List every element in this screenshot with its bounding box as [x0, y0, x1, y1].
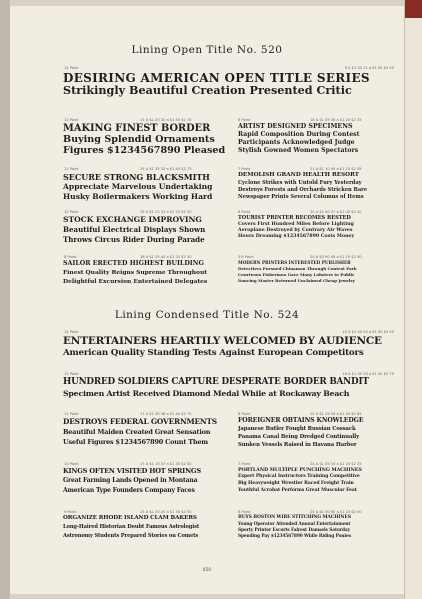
specimen-line: FOREIGNER OBTAINS KNOWLEDGE — [238, 417, 364, 424]
page-number: 650 — [202, 568, 212, 573]
specimen-line: STOCK EXCHANGE IMPROVING — [63, 215, 202, 224]
font-sizes: 11 A $1 25 32 a $1 50 $2 75 — [140, 118, 192, 122]
specimen-line: Delightful Excursion Entertained Delegates — [63, 278, 208, 285]
specimen-line: Buying Splendid Ornaments — [63, 134, 215, 145]
specimen-line: Big Heavyweight Wrestler Raced Freight Train — [238, 481, 354, 486]
point-label: 7 Point — [238, 462, 251, 466]
specimen-line: Figures $1234567890 Pleased — [63, 145, 226, 156]
specimen-line: Specimen Artist Received Diamond Medal While at Rockaway Beach — [63, 389, 350, 398]
specimen-line: Newspaper Prints Several Columns of Items — [238, 194, 364, 200]
hero-line-1: DESIRING AMERICAN OPEN TITLE SERIES — [63, 71, 370, 85]
specimen-line: ARTIST DESIGNED SPECIMENS — [238, 123, 353, 130]
catalog-page — [10, 6, 404, 594]
font-sizes: 16 A $1 05 38 a $1 20 $2 25 — [310, 118, 362, 122]
point-label: 8 Point — [64, 255, 77, 259]
specimen-line: Great Farming Lands Opened in Montana — [63, 477, 198, 484]
font-sizes: 15 A $1 25 33 a $1 25 $2 50 — [140, 210, 192, 214]
adjacent-page-edge — [404, 0, 422, 599]
specimen-line: Sunken Vessels Raised in Havana Harbor — [238, 442, 357, 448]
hero-point-size: 14 Point — [64, 66, 79, 70]
font-sizes: 16 A $1 35 33 a $1 40 $2 75 — [342, 372, 394, 376]
specimen-line: Destroys Forests and Orchards Stricken Bare — [238, 187, 368, 193]
font-sizes: 24 A $1 05 54 a $1 20 $2 25 — [310, 462, 362, 466]
specimen-line: Rapid Composition During Contest — [238, 131, 360, 138]
hero-point-size: 14 Point — [64, 330, 79, 334]
point-label: 7 Point — [238, 167, 251, 171]
specimen-line: Courteous Fishermen Gave Many Lobsters to Public — [238, 272, 355, 277]
section-title-condensed: Lining Condensed Title No. 524 — [114, 309, 300, 321]
specimen-line: Beautiful Electrical Displays Shown — [63, 225, 206, 234]
adjacent-page-red-band — [405, 0, 422, 18]
point-label: 6 Point — [238, 510, 251, 514]
point-label: 8 Point — [238, 412, 251, 416]
specimen-line: ORGANIZE RHODE ISLAND CLAM BAKERS — [63, 515, 197, 521]
hero-line-2: American Quality Standing Tests Against European Competitors — [63, 348, 364, 358]
specimen-line: DEMOLISH GRAND HEALTH RESORT — [238, 172, 359, 178]
font-sizes: 17 A $1 15 37 a $1 35 $2 50 — [140, 462, 192, 466]
specimen-line: Panama Canal Being Dredged Continually — [238, 434, 360, 440]
hero-line-1: ENTERTAINERS HEARTILY WELCOMED BY AUDIENCE — [63, 335, 382, 347]
point-label: 10 Point — [64, 210, 79, 214]
point-label: 12 Point — [64, 118, 79, 122]
font-sizes: 17 A $1 35 36 a $1 40 $2 75 — [140, 412, 192, 416]
specimen-line: Cyclone Strikes with Untold Fury Yesterday — [238, 180, 362, 186]
point-label: 12 Point — [64, 372, 79, 376]
specimen-line: Sporty Printer Escorts Fairest Damsels Saturday — [238, 528, 351, 533]
font-sizes: 21 A $1 10 44 a $1 25 $2 35 — [310, 167, 362, 171]
specimen-line: PORTLAND MULTIPLE PUNCHING MACHINES — [238, 467, 362, 473]
specimen-line: Hours Dreaming $1234567890 Costs Money — [238, 234, 355, 239]
point-label: 9 Point — [64, 510, 77, 514]
specimen-line: Spending Pay $1234567890 While Riding Ponies — [238, 534, 351, 539]
font-sizes: 15 A $1 35 32 a $1 45 $2 75 — [140, 167, 192, 171]
specimen-line: Finest Quality Reigns Supreme Throughout — [63, 269, 207, 276]
section-title-open: Lining Open Title No. 520 — [131, 44, 283, 56]
font-sizes: 18 A $1 25 40 a $1 25 $2 50 — [140, 255, 192, 259]
specimen-line: SAILOR ERECTED HIGHEST BUILDING — [63, 260, 204, 267]
hero-font-sizes: 9 A $1 35 21 a $1 65 $3 00 — [344, 66, 394, 70]
specimen-line: Long-Haired Historian Doubt Famous Astrologist — [63, 524, 200, 530]
point-label: 10 Point — [64, 462, 79, 466]
point-label: 6 Point — [238, 210, 251, 214]
point-label: 11 Point — [64, 412, 79, 416]
specimen-line: Aeroplane Destroyed by Contrary Air Waves — [238, 228, 353, 233]
specimen-line: Beautiful Maiden Created Great Sensation — [63, 428, 211, 436]
point-label: 6 Point — [238, 118, 251, 122]
specimen-line: Useful Figures $1234567890 Count Them — [63, 438, 208, 446]
specimen-line: MODERN PRINTERS INTERESTED PUBLISHER — [238, 260, 351, 265]
specimen-line: Appreciate Marvelous Undertaking — [63, 182, 213, 191]
specimen-line: Husky Boilermakers Working Hard — [63, 192, 213, 201]
specimen-line: DESTROYS FEDERAL GOVERNMENTS — [63, 417, 217, 426]
specimen-line: Throws Circus Rider During Parade — [63, 235, 205, 244]
specimen-line: Youthful Acrobat Performs Great Muscular Feat — [238, 488, 357, 493]
book-spine-shadow — [0, 0, 10, 599]
font-sizes: 20 A $0 90 49 a $1 10 $2 00 — [310, 255, 362, 259]
specimen-line: HUNDRED SOLDIERS CAPTURE DESPERATE BORDER BANDIT — [63, 377, 369, 387]
font-sizes: 25 A $1 25 54 a $1 40 $2 65 — [310, 412, 362, 416]
specimen-line: Expert Physical Instructors Training Competitive — [238, 474, 360, 479]
hero-line-2: Strikingly Beautiful Creation Presented Critic — [63, 83, 352, 97]
font-sizes: 25 A $1 20 45 a $1 30 $2 50 — [140, 510, 192, 514]
point-label: 11 Point — [64, 167, 79, 171]
specimen-line: Detectives Pursued Chinaman Through Contest Park — [238, 266, 357, 271]
hero-font-sizes: 15 A $1 40 29 a $1 60 $3 00 — [342, 330, 394, 334]
specimen-line: SECURE STRONG BLACKSMITH — [63, 172, 210, 182]
specimen-line: Dancing Master Returned Unclaimed Cheap Jewelry — [238, 278, 355, 283]
specimen-line: Stylish Gowned Women Spectators — [238, 147, 359, 154]
specimen-line: Covers First Hundred Miles Before Lighting — [238, 222, 354, 227]
specimen-line: Young Operator Attended Annual Entertainment — [238, 522, 351, 527]
specimen-line: Japanese Butler Fought Russian Cossack — [238, 426, 356, 432]
specimen-line: Participants Acknowledged Judge — [238, 139, 355, 146]
specimen-line: BUYS BOSTON WIRE STITCHING MACHINES — [238, 515, 351, 520]
specimen-line: KINGS OFTEN VISITED HOT SPRINGS — [63, 467, 201, 475]
specimen-line: Astronomy Students Prepared Stories on Comets — [63, 533, 199, 539]
point-label: 5½ Point — [238, 255, 254, 259]
font-sizes: 25 A $1 00 60 a $1 10 $2 00 — [310, 510, 362, 514]
specimen-line: MAKING FINEST BORDER — [63, 123, 211, 134]
font-sizes: 20 A $1 00 47 a $1 00 $2 00 — [310, 210, 362, 214]
specimen-line: American Type Founders Company Faces — [63, 487, 195, 494]
specimen-line: TOURIST PRINTER BECOMES RESTED — [238, 215, 351, 221]
